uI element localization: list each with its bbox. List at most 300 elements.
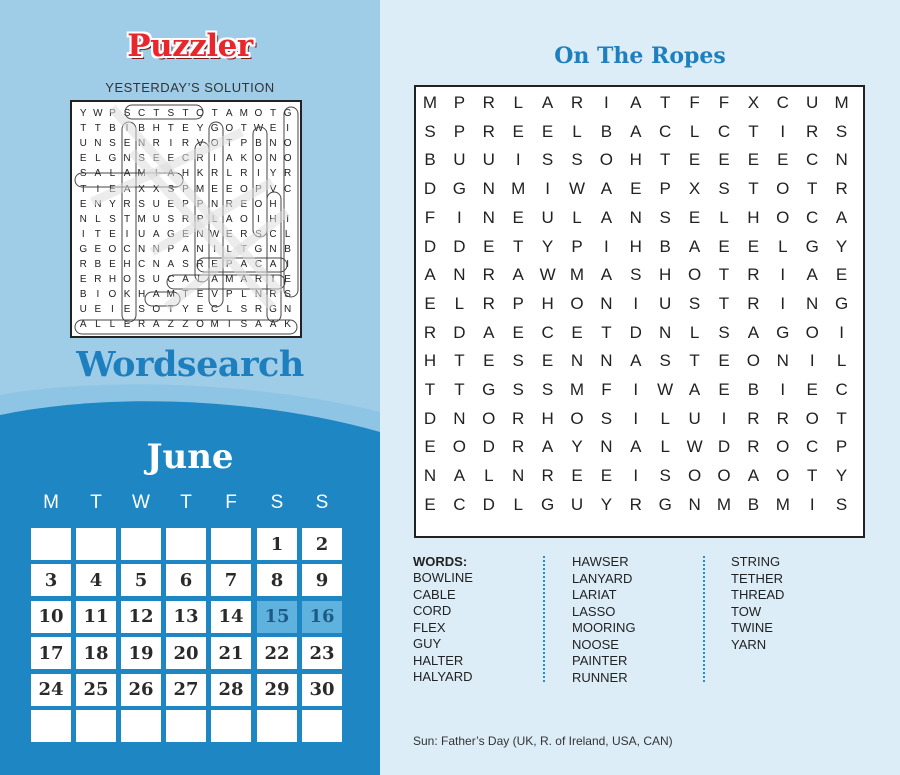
- grid-letter[interactable]: O: [452, 437, 466, 457]
- grid-letter[interactable]: N: [776, 351, 789, 371]
- grid-letter[interactable]: A: [630, 437, 642, 457]
- grid-letter[interactable]: B: [747, 380, 760, 399]
- mini-grid-letter: U: [152, 213, 160, 225]
- grid-letter[interactable]: A: [541, 437, 554, 457]
- grid-letter[interactable]: I: [780, 293, 786, 313]
- grid-letter[interactable]: O: [687, 466, 702, 486]
- grid-letter[interactable]: C: [717, 121, 731, 141]
- calendar-day-4[interactable]: 4: [76, 564, 116, 596]
- mini-grid-letter: E: [182, 228, 189, 240]
- grid-letter[interactable]: Y: [541, 236, 554, 256]
- grid-letter[interactable]: U: [482, 150, 495, 170]
- grid-letter[interactable]: E: [747, 150, 760, 170]
- mini-grid-letter: V: [211, 289, 218, 301]
- grid-letter[interactable]: E: [718, 380, 730, 399]
- grid-letter[interactable]: U: [688, 408, 701, 428]
- grid-letter[interactable]: E: [512, 322, 524, 342]
- grid-letter[interactable]: C: [835, 380, 848, 399]
- calendar-day-13[interactable]: 13: [166, 601, 206, 633]
- grid-letter[interactable]: I: [633, 408, 639, 428]
- calendar-day-14[interactable]: 14: [211, 601, 251, 633]
- grid-letter[interactable]: S: [659, 351, 671, 371]
- grid-letter[interactable]: E: [747, 236, 760, 256]
- grid-letter[interactable]: R: [629, 494, 642, 514]
- grid-letter[interactable]: N: [423, 466, 437, 486]
- grid-letter[interactable]: R: [747, 265, 760, 285]
- grid-letter[interactable]: H: [541, 408, 554, 428]
- grid-letter[interactable]: R: [806, 121, 819, 141]
- grid-letter[interactable]: E: [600, 466, 613, 486]
- calendar-day-9[interactable]: 9: [302, 564, 342, 596]
- calendar-day-21[interactable]: 21: [211, 637, 251, 669]
- grid-letter[interactable]: L: [660, 437, 670, 457]
- grid-letter[interactable]: P: [453, 93, 466, 112]
- grid-letter[interactable]: F: [601, 380, 612, 399]
- grid-letter[interactable]: M: [569, 265, 585, 285]
- grid-letter[interactable]: G: [658, 494, 672, 514]
- mini-grid-letter: N: [211, 198, 219, 210]
- grid-letter[interactable]: C: [453, 494, 466, 514]
- grid-letter[interactable]: E: [835, 265, 848, 285]
- grid-letter[interactable]: O: [687, 265, 702, 285]
- grid-letter[interactable]: T: [689, 351, 700, 371]
- grid-letter[interactable]: I: [633, 466, 639, 486]
- grid-letter[interactable]: O: [776, 179, 790, 199]
- grid-letter[interactable]: O: [776, 466, 790, 486]
- grid-letter[interactable]: C: [776, 93, 789, 112]
- grid-letter[interactable]: B: [659, 236, 671, 256]
- grid-letter[interactable]: L: [513, 494, 523, 514]
- grid-letter[interactable]: N: [600, 437, 613, 457]
- calendar-day-23[interactable]: 23: [302, 637, 342, 669]
- grid-letter[interactable]: B: [747, 494, 760, 514]
- grid-letter[interactable]: N: [629, 207, 642, 227]
- mini-grid-letter: A: [225, 108, 233, 119]
- calendar-day-5[interactable]: 5: [121, 564, 161, 596]
- grid-letter[interactable]: A: [483, 322, 495, 342]
- grid-letter[interactable]: Y: [600, 494, 613, 514]
- grid-letter[interactable]: D: [453, 322, 466, 342]
- grid-letter[interactable]: N: [659, 322, 672, 342]
- calendar-day-11[interactable]: 11: [76, 601, 116, 633]
- grid-letter[interactable]: I: [633, 293, 639, 313]
- grid-letter[interactable]: L: [454, 293, 465, 313]
- grid-letter[interactable]: D: [423, 179, 437, 199]
- grid-letter[interactable]: R: [776, 408, 789, 428]
- grid-letter[interactable]: E: [512, 121, 524, 141]
- grid-letter[interactable]: T: [806, 179, 818, 199]
- grid-letter[interactable]: M: [511, 179, 526, 199]
- mini-grid-letter: S: [182, 259, 189, 270]
- grid-letter[interactable]: T: [806, 466, 818, 486]
- word-item: TWINE: [731, 620, 773, 635]
- grid-letter[interactable]: I: [780, 121, 786, 141]
- grid-letter[interactable]: I: [809, 351, 815, 371]
- calendar-day-7[interactable]: 7: [211, 564, 251, 596]
- grid-letter[interactable]: D: [717, 437, 731, 457]
- grid-letter[interactable]: O: [570, 408, 584, 428]
- calendar-day-12[interactable]: 12: [121, 601, 161, 633]
- grid-letter[interactable]: A: [541, 93, 554, 112]
- grid-letter[interactable]: A: [688, 236, 701, 256]
- grid-letter[interactable]: R: [512, 408, 525, 428]
- mini-grid-letter: A: [182, 274, 189, 286]
- grid-letter[interactable]: N: [453, 408, 466, 428]
- grid-letter[interactable]: I: [721, 408, 727, 428]
- grid-letter[interactable]: S: [512, 380, 524, 399]
- grid-letter[interactable]: W: [686, 437, 703, 457]
- grid-letter[interactable]: C: [659, 121, 672, 141]
- grid-letter[interactable]: S: [718, 322, 730, 342]
- grid-letter[interactable]: L: [513, 93, 523, 112]
- calendar-day-6[interactable]: 6: [166, 564, 206, 596]
- grid-letter[interactable]: U: [453, 150, 466, 170]
- mini-grid-letter: A: [167, 168, 175, 180]
- mini-grid-letter: M: [166, 289, 176, 301]
- grid-letter[interactable]: E: [541, 121, 554, 141]
- grid-letter[interactable]: G: [776, 322, 790, 342]
- mini-grid-letter: A: [94, 168, 102, 180]
- grid-letter[interactable]: E: [630, 179, 642, 199]
- grid-letter[interactable]: L: [572, 121, 582, 141]
- mini-grid-letter: N: [196, 243, 204, 255]
- grid-letter[interactable]: A: [600, 179, 613, 199]
- grid-letter[interactable]: S: [630, 265, 642, 285]
- grid-letter[interactable]: A: [630, 121, 642, 141]
- grid-letter[interactable]: H: [747, 207, 760, 227]
- grid-letter[interactable]: N: [688, 494, 701, 514]
- grid-letter[interactable]: P: [512, 293, 524, 313]
- calendar-day-empty: [211, 528, 251, 560]
- calendar-day-17[interactable]: 17: [31, 637, 71, 669]
- grid-letter[interactable]: A: [453, 466, 466, 486]
- grid-letter[interactable]: P: [835, 437, 848, 457]
- calendar-day-16[interactable]: 16: [302, 601, 342, 633]
- grid-letter[interactable]: R: [747, 437, 760, 457]
- calendar-day-8[interactable]: 8: [257, 564, 297, 596]
- grid-letter[interactable]: R: [541, 466, 554, 486]
- mini-grid-letter: T: [123, 213, 131, 225]
- grid-letter[interactable]: E: [512, 207, 524, 227]
- grid-letter[interactable]: I: [633, 380, 639, 399]
- grid-letter[interactable]: T: [748, 179, 759, 199]
- grid-letter[interactable]: Y: [571, 437, 583, 457]
- grid-letter[interactable]: A: [630, 351, 642, 371]
- grid-letter[interactable]: T: [454, 380, 465, 399]
- grid-letter[interactable]: I: [780, 265, 786, 285]
- grid-letter[interactable]: E: [483, 351, 495, 371]
- grid-letter[interactable]: I: [604, 93, 609, 112]
- grid-letter[interactable]: E: [571, 466, 583, 486]
- grid-letter[interactable]: H: [541, 293, 554, 313]
- grid-letter[interactable]: T: [601, 322, 612, 342]
- grid-letter[interactable]: R: [423, 322, 437, 342]
- grid-letter[interactable]: I: [839, 322, 844, 342]
- grid-letter[interactable]: S: [718, 179, 730, 199]
- mini-grid-letter: R: [254, 304, 263, 316]
- mini-grid-letter: I: [213, 243, 217, 255]
- grid-letter[interactable]: I: [780, 380, 786, 399]
- grid-letter[interactable]: U: [541, 207, 554, 227]
- grid-letter[interactable]: T: [659, 150, 671, 170]
- grid-letter[interactable]: S: [571, 150, 583, 170]
- calendar-day-24[interactable]: 24: [31, 674, 71, 706]
- grid-letter[interactable]: C: [806, 207, 819, 227]
- word-item: YARN: [731, 636, 767, 652]
- grid-letter[interactable]: F: [689, 93, 700, 112]
- grid-letter[interactable]: E: [688, 207, 701, 227]
- grid-letter[interactable]: W: [539, 265, 556, 285]
- grid-letter[interactable]: X: [747, 93, 760, 112]
- grid-letter[interactable]: A: [630, 93, 642, 112]
- grid-letter[interactable]: M: [422, 93, 438, 112]
- grid-letter[interactable]: E: [541, 351, 554, 371]
- mini-grid-letter: I: [154, 168, 158, 180]
- calendar-day-15[interactable]: 15: [257, 601, 297, 633]
- grid-letter[interactable]: T: [836, 408, 847, 428]
- grid-letter[interactable]: T: [718, 293, 730, 313]
- mini-grid-letter: E: [196, 289, 204, 301]
- grid-letter[interactable]: M: [716, 494, 732, 514]
- grid-letter[interactable]: N: [600, 351, 613, 371]
- grid-letter[interactable]: U: [570, 494, 584, 514]
- mini-grid-letter: O: [239, 183, 248, 195]
- grid-letter[interactable]: S: [512, 351, 524, 371]
- grid-letter[interactable]: R: [482, 93, 495, 112]
- grid-letter[interactable]: O: [717, 466, 731, 486]
- grid-letter[interactable]: L: [836, 351, 847, 371]
- grid-letter[interactable]: C: [541, 322, 554, 342]
- mini-grid-letter: M: [137, 168, 146, 180]
- grid-letter[interactable]: G: [805, 236, 819, 256]
- grid-letter[interactable]: R: [482, 265, 495, 285]
- grid-letter[interactable]: A: [747, 322, 760, 342]
- grid-letter[interactable]: P: [659, 179, 671, 199]
- grid-letter[interactable]: Y: [835, 236, 848, 256]
- grid-letter[interactable]: S: [541, 380, 554, 399]
- grid-letter[interactable]: L: [484, 466, 494, 486]
- grid-letter[interactable]: G: [540, 494, 555, 514]
- grid-letter[interactable]: R: [570, 93, 584, 112]
- grid-letter[interactable]: U: [806, 93, 819, 112]
- grid-letter[interactable]: N: [835, 150, 848, 170]
- grid-letter[interactable]: I: [604, 236, 609, 256]
- grid-letter[interactable]: T: [748, 121, 759, 141]
- calendar-day-29[interactable]: 29: [257, 674, 297, 706]
- grid-letter[interactable]: I: [457, 207, 462, 227]
- calendar-day-22[interactable]: 22: [257, 637, 297, 669]
- grid-letter[interactable]: U: [659, 293, 672, 313]
- grid-letter[interactable]: O: [482, 408, 496, 428]
- grid-letter[interactable]: E: [571, 322, 583, 342]
- grid-letter[interactable]: A: [835, 207, 848, 227]
- mini-grid-letter: H: [152, 123, 160, 135]
- grid-letter[interactable]: C: [806, 437, 819, 457]
- grid-letter[interactable]: H: [629, 236, 642, 256]
- grid-letter[interactable]: D: [482, 494, 495, 514]
- grid-letter[interactable]: E: [483, 236, 495, 256]
- grid-letter[interactable]: F: [424, 207, 436, 227]
- grid-letter[interactable]: D: [453, 236, 466, 256]
- calendar-day-20[interactable]: 20: [166, 637, 206, 669]
- grid-letter[interactable]: D: [629, 322, 642, 342]
- grid-letter[interactable]: H: [423, 351, 437, 371]
- grid-letter[interactable]: A: [600, 265, 613, 285]
- grid-letter[interactable]: O: [570, 293, 584, 313]
- grid-letter[interactable]: E: [688, 150, 701, 170]
- grid-letter[interactable]: A: [747, 466, 760, 486]
- calendar-day-27[interactable]: 27: [166, 674, 206, 706]
- mini-grid-letter: S: [109, 213, 116, 225]
- grid-letter[interactable]: N: [806, 293, 819, 313]
- grid-letter[interactable]: A: [688, 380, 701, 399]
- grid-letter[interactable]: A: [600, 207, 613, 227]
- calendar-day-28[interactable]: 28: [211, 674, 251, 706]
- grid-letter[interactable]: E: [806, 380, 818, 399]
- grid-letter[interactable]: N: [570, 351, 584, 371]
- grid-letter[interactable]: C: [806, 150, 819, 170]
- mini-grid-letter: I: [169, 138, 173, 150]
- grid-letter[interactable]: R: [482, 293, 495, 313]
- grid-letter[interactable]: M: [775, 494, 790, 514]
- mini-grid-letter: C: [211, 304, 219, 316]
- mini-grid-letter: L: [241, 289, 247, 301]
- grid-letter[interactable]: G: [452, 179, 466, 199]
- grid-letter[interactable]: N: [482, 179, 495, 199]
- grid-letter[interactable]: H: [629, 150, 642, 170]
- grid-letter[interactable]: L: [572, 207, 582, 227]
- grid-letter[interactable]: G: [834, 293, 849, 313]
- grid-letter[interactable]: E: [424, 293, 436, 313]
- mini-grid-letter: S: [138, 198, 145, 210]
- grid-letter[interactable]: S: [659, 207, 671, 227]
- grid-letter[interactable]: W: [568, 179, 586, 199]
- grid-letter[interactable]: A: [424, 265, 436, 285]
- grid-letter[interactable]: M: [569, 380, 585, 399]
- grid-letter[interactable]: O: [746, 351, 760, 371]
- grid-letter[interactable]: O: [776, 437, 790, 457]
- grid-letter[interactable]: S: [835, 494, 848, 514]
- mini-grid-letter: L: [226, 304, 233, 316]
- word-item: BOWLINE: [413, 570, 473, 585]
- grid-letter[interactable]: I: [515, 150, 521, 170]
- grid-letter[interactable]: X: [688, 179, 701, 199]
- mini-grid-letter: C: [269, 228, 277, 240]
- grid-letter[interactable]: R: [747, 408, 760, 428]
- grid-letter[interactable]: S: [835, 121, 848, 141]
- grid-letter[interactable]: S: [659, 466, 671, 486]
- grid-letter[interactable]: S: [688, 293, 701, 313]
- grid-letter[interactable]: R: [747, 293, 760, 313]
- mini-grid-letter: N: [94, 138, 102, 150]
- grid-letter[interactable]: F: [718, 93, 730, 112]
- calendar-day-18[interactable]: 18: [76, 637, 116, 669]
- grid-letter[interactable]: H: [659, 265, 672, 285]
- calendar-day-3[interactable]: 3: [31, 564, 71, 596]
- grid-letter[interactable]: T: [718, 265, 730, 285]
- grid-letter[interactable]: W: [657, 380, 674, 399]
- calendar-day-10[interactable]: 10: [31, 601, 71, 633]
- grid-letter[interactable]: R: [482, 121, 495, 141]
- grid-letter[interactable]: N: [512, 466, 525, 486]
- mini-grid-letter: A: [211, 274, 218, 286]
- grid-letter[interactable]: E: [718, 236, 730, 256]
- grid-letter[interactable]: T: [659, 93, 671, 112]
- grid-letter[interactable]: D: [423, 236, 437, 256]
- grid-letter[interactable]: G: [482, 380, 496, 399]
- mini-grid-letter: Y: [182, 304, 189, 316]
- mini-grid-letter: B: [109, 123, 116, 135]
- grid-letter[interactable]: N: [482, 207, 495, 227]
- word-item: PAINTER: [572, 653, 628, 668]
- grid-letter[interactable]: I: [545, 179, 550, 199]
- calendar-day-25[interactable]: 25: [76, 674, 116, 706]
- grid-letter[interactable]: L: [660, 408, 670, 428]
- grid-letter[interactable]: P: [453, 121, 466, 141]
- mini-grid-letter: A: [167, 259, 175, 270]
- grid-letter[interactable]: P: [571, 236, 583, 256]
- grid-letter[interactable]: N: [453, 265, 466, 285]
- grid-letter[interactable]: B: [600, 121, 613, 141]
- grid-letter[interactable]: T: [454, 351, 465, 371]
- word-item: THREAD: [731, 587, 785, 602]
- grid-letter[interactable]: R: [512, 437, 525, 457]
- grid-letter[interactable]: L: [778, 236, 788, 256]
- grid-letter[interactable]: E: [424, 437, 436, 457]
- calendar-day-1[interactable]: 1: [257, 528, 297, 560]
- grid-letter[interactable]: M: [834, 93, 849, 112]
- word-item: GUY: [413, 636, 442, 651]
- grid-letter[interactable]: E: [777, 150, 789, 170]
- mini-grid-letter: E: [182, 123, 189, 135]
- grid-letter[interactable]: E: [718, 351, 730, 371]
- grid-letter[interactable]: S: [600, 408, 613, 428]
- calendar-day-2[interactable]: 2: [302, 528, 342, 560]
- grid-letter[interactable]: T: [512, 236, 524, 256]
- grid-letter[interactable]: T: [424, 380, 436, 399]
- word-item: STRING: [731, 554, 781, 569]
- calendar-day-26[interactable]: 26: [121, 674, 161, 706]
- grid-letter[interactable]: L: [689, 121, 700, 141]
- grid-letter[interactable]: O: [805, 322, 819, 342]
- grid-letter[interactable]: O: [805, 408, 819, 428]
- grid-letter[interactable]: L: [719, 207, 729, 227]
- calendar-day-19[interactable]: 19: [121, 637, 161, 669]
- wordsearch-grid[interactable]: [414, 85, 865, 538]
- grid-letter[interactable]: N: [600, 293, 613, 313]
- grid-letter[interactable]: A: [806, 265, 818, 285]
- mini-grid-letter: P: [182, 183, 189, 195]
- grid-letter[interactable]: S: [541, 150, 554, 170]
- mini-grid-letter: O: [196, 319, 204, 331]
- calendar-day-empty: [166, 710, 206, 742]
- grid-letter[interactable]: D: [423, 408, 437, 428]
- grid-letter[interactable]: O: [599, 150, 613, 170]
- grid-letter[interactable]: S: [424, 121, 436, 141]
- grid-letter[interactable]: A: [512, 265, 524, 285]
- grid-letter[interactable]: Y: [835, 466, 848, 486]
- calendar-day-empty: [166, 528, 206, 560]
- grid-letter[interactable]: I: [809, 494, 815, 514]
- grid-letter[interactable]: D: [482, 437, 495, 457]
- grid-letter[interactable]: L: [689, 322, 700, 342]
- grid-letter[interactable]: O: [776, 207, 790, 227]
- calendar-day-30[interactable]: 30: [302, 674, 342, 706]
- grid-letter[interactable]: B: [424, 150, 436, 170]
- grid-letter[interactable]: R: [835, 179, 848, 199]
- grid-letter[interactable]: E: [424, 494, 436, 514]
- grid-letter[interactable]: E: [718, 150, 730, 170]
